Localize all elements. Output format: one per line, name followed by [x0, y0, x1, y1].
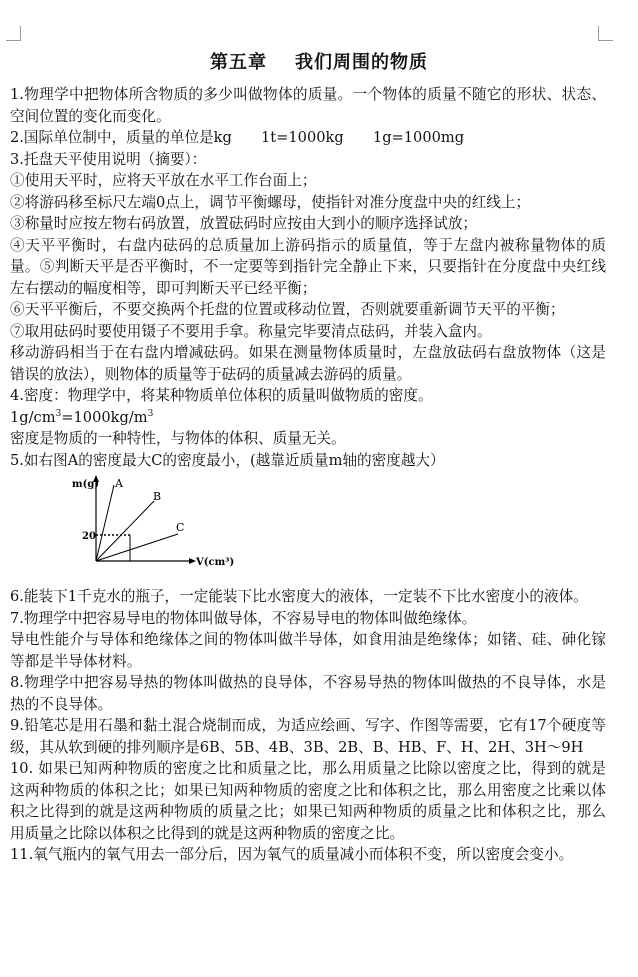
unit-part-2: =1000kg/m [61, 408, 148, 426]
line-a [96, 485, 114, 561]
paragraph-6: ③称量时应按左物右码放置，放置砝码时应按由大到小的顺序选择试放； [10, 215, 478, 232]
paragraph-10: 移动游码相当于在右盘内增减砝码。如果在测量物体质量时，左盘放砝码右盘放物体（这是错误的放法），则物体的质量等于砝码的质量减去游码的质量。 [10, 344, 606, 383]
paragraph-13: 密度是物质的一种特性，与物体的体积、质量无关。 [10, 430, 346, 447]
density-chart-svg [72, 469, 252, 579]
x-axis-arrow [189, 558, 196, 564]
paragraph-16: 7.物理学中把容易导电的物体叫做导体，不容易导电的物体叫做绝缘体。 [10, 609, 477, 627]
series-label-a: A [115, 477, 123, 490]
paragraph-19: 9.铅笔芯是用石墨和黏土混合烧制而成，为适应绘画、写字、作图等需要，它有17个硬度等级，其从软到硬的排列顺序是6B、5B、4B、3B、2B、B、HB、F、H、2H、3H～9H [10, 717, 606, 756]
unit-exp-1: 3 [55, 408, 62, 419]
crop-mark-right [598, 26, 613, 41]
paragraph-17: 导电性能介与导体和绝缘体之间的物体叫做半导体，如食用油是绝缘体；如锗、硅、砷化镓等都是半导体材料。 [10, 631, 606, 670]
paragraph-20: 10. 如果已知两种物质的密度之比和质量之比，那么用质量之比除以密度之比，得到的就是这两种物质的体积之比；如果已知两种物质的密度之比和体积之比，那么用密度之比乘以体积之比得到的就是这两种物质的质量之比；如果已知两种物质的质量之比和体积之比，那么用质量之比除以体积之比得到的就是这两种物质的密度之比。 [10, 760, 606, 842]
paragraph-1: 1.物理学中把物体所含物质的多少叫做物体的质量。一个物体的质量不随它的形状、状态、空间位置的变化而变化。 [10, 86, 606, 125]
chapter-number: 第五章 [210, 52, 267, 73]
paragraph-3: 3.托盘天平使用说明（摘要）： [10, 150, 207, 168]
paragraph-7: ④天平平衡时，右盘内砝码的总质量加上游码指示的质量值，等于左盘内被称量物体的质量。⑤判断天平是否平衡时，不一定要等到指针完全静止下来，只要指针在分度盘中央红线左右摆动的幅度相等，即可判断天平已经平衡； [10, 236, 606, 297]
chapter-name: 我们周围的物质 [295, 52, 428, 73]
paragraph-5: ②将游码移至标尺左端0点上，调节平衡螺母，使指针对准分度盘中央的红线上； [10, 193, 531, 211]
x-axis-label: V(cm³) [196, 557, 235, 568]
density-chart [10, 471, 606, 586]
page-title [0, 48, 638, 74]
paragraph-18: 8.物理学中把容易导热的物体叫做热的良导体，不容易导热的物体叫做热的不良导体，水是热的不良导体。 [10, 674, 606, 713]
series-label-b: B [153, 490, 162, 503]
paragraph-11: 4.密度：物理学中，将某种物质单位体积的质量叫做物质的密度。 [10, 387, 433, 404]
document-body [10, 84, 606, 866]
y-tick-label: 20 [82, 531, 96, 542]
unit-conversion [10, 407, 606, 429]
paragraph-2: 2.国际单位制中，质量的单位是kg 1t=1000kg 1g=1000mg [10, 129, 465, 146]
paragraph-21: 11.氧气瓶内的氧气用去一部分后，因为氧气的质量减小而体积不变，所以密度会变小。 [10, 846, 574, 863]
paragraph-8: ⑥天平平衡后，不要交换两个托盘的位置或移动位置，否则就要重新调节天平的平衡； [10, 301, 565, 318]
line-c [96, 534, 178, 561]
crop-mark-left [6, 26, 21, 41]
paragraph-14: 5.如右图A的密度最大C的密度最小，(越靠近质量m轴的密度越大） [10, 451, 445, 469]
paragraph-9: ⑦取用砝码时要使用镊子不要用手拿。称量完毕要清点砝码，并装入盒内。 [10, 322, 492, 340]
series-label-c: C [176, 521, 185, 534]
y-axis-label: m(g) [72, 479, 100, 490]
paragraph-15: 6.能装下1千克水的瓶子，一定能装下比水密度大的液体，一定装不下比水密度小的液体。 [10, 588, 588, 605]
line-b [96, 501, 154, 561]
unit-part-1: 1g/cm [10, 408, 56, 426]
paragraph-4: ①使用天平时，应将天平放在水平工作台面上； [10, 172, 317, 189]
unit-exp-2: 3 [147, 408, 154, 419]
